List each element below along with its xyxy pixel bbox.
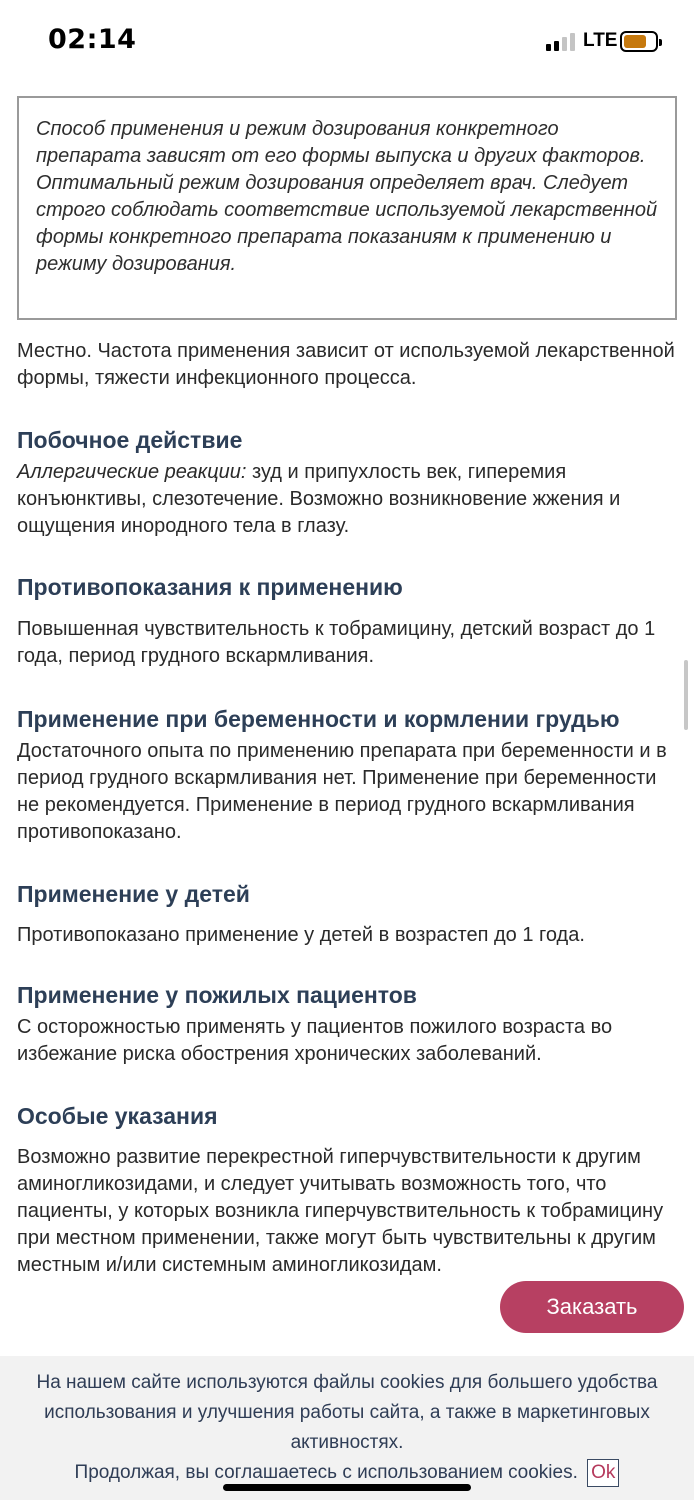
cookie-text: На нашем сайте используются файлы cookies для большего удобства использования и улучшения работы сайта, а также в маркетинговых активностях. [36, 1372, 658, 1453]
heading-special: Особые указания [17, 1103, 218, 1129]
scrollbar[interactable] [684, 660, 688, 730]
signal-icon [546, 33, 578, 51]
status-bar [0, 0, 694, 84]
heading-children: Применение у детей [17, 881, 250, 907]
dosage-notice: Способ применения и режим дозирования конкретного препарата зависят от его формы выпуска и других факторов. Оптимальный режим дозирования определяет врач. Следует строго соблюдать соответствие используемой лекарственной формы конкретного препарата показаниям к применению и режиму дозирования. [17, 96, 677, 320]
side-effects-lead: Аллергические реакции: [17, 461, 247, 483]
home-indicator[interactable] [223, 1484, 471, 1491]
side-effects-body: зуд и припухлость век, гиперемия конъюнктивы, слезотечение. Возможно возникновение жжения и ощущения инородного тела в глазу. [17, 461, 621, 537]
heading-pregnancy: Применение при беременности и кормлении грудью [17, 706, 620, 732]
contraindications-text: Повышенная чувствительность к тобрамицину, детский возраст до 1 года, период грудного вскармливания. [17, 618, 656, 667]
children-text: Противопоказано применение у детей в возрастеп до 1 года. [17, 924, 585, 946]
cookie-banner [0, 1356, 694, 1500]
heading-contraindications: Противопоказания к применению [17, 574, 403, 600]
special-text: Возможно развитие перекрестной гиперчувствительности к другим аминогликозидами, и следует учитывать возможность того, что пациенты, у которых возникла гиперчувствительность к тобрамицину при местном применении, также могут быть чувствительны к другим местным и/или системным аминогликозидам. [17, 1146, 664, 1276]
cookie-ok-button[interactable]: Ok [587, 1459, 619, 1487]
side-effects-text [17, 459, 682, 540]
order-button[interactable]: Заказать [500, 1281, 684, 1333]
elderly-text: С осторожностью применять у пациентов пожилого возраста во избежание риска обострения хронических заболеваний. [17, 1016, 613, 1065]
cookie-consent-text: Продолжая, вы соглашаетесь с использованием cookies. [74, 1462, 578, 1483]
heading-side-effects: Побочное действие [17, 427, 243, 453]
heading-elderly: Применение у пожилых пациентов [17, 982, 417, 1008]
network-label: LTE [583, 30, 618, 51]
pregnancy-text: Достаточного опыта по применению препарата при беременности и в период грудного вскармливания нет. Применение при беременности не рекомендуется. Применение в период грудного вскармливания противопоказано. [17, 740, 667, 843]
article-content [17, 338, 682, 1279]
status-time: 02:14 [48, 24, 137, 55]
battery-icon [620, 31, 658, 52]
dosage-text: Местно. Частота применения зависит от используемой лекарственной формы, тяжести инфекционного процесса. [17, 340, 675, 389]
